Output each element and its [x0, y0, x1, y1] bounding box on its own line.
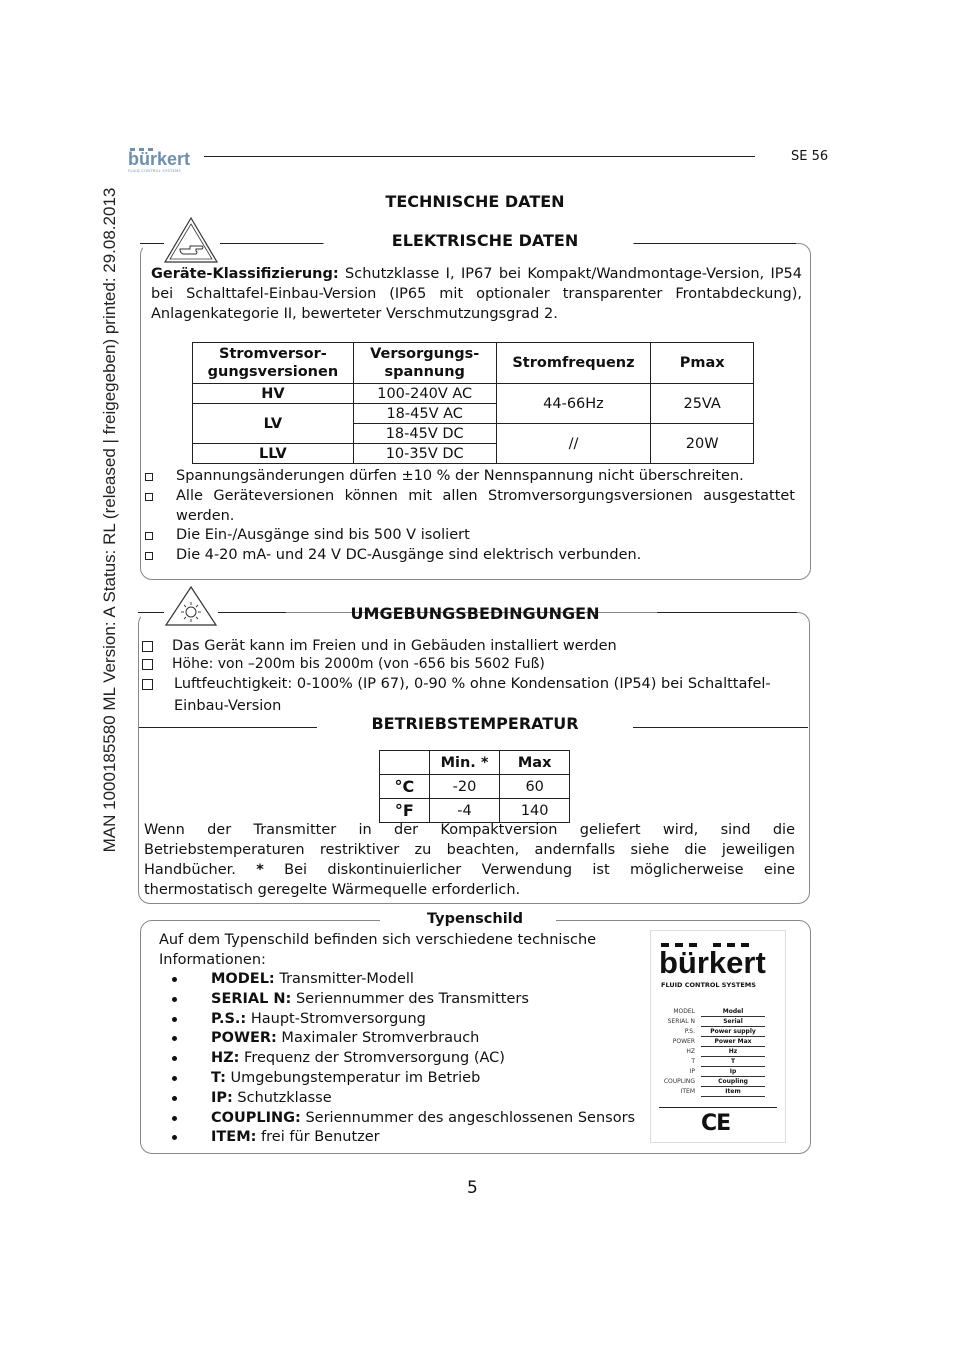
field-description: Haupt-Stromversorgung	[246, 1010, 426, 1027]
field-key: POWER:	[211, 1030, 277, 1047]
field-key: T:	[211, 1069, 226, 1086]
label-field-row	[657, 1017, 781, 1027]
label-field-key: MODEL	[673, 1008, 695, 1015]
field-key: SERIAL N:	[211, 990, 292, 1007]
electrical-section-title: ELEKTRISCHE DATEN	[391, 231, 579, 250]
table-header-cell: Max	[500, 751, 570, 775]
table-header-cell: Versorgungs- spannung	[353, 343, 496, 384]
label-field-value: Model	[701, 1007, 765, 1017]
list-item: Spannungsänderungen dürfen ±10 % der Nennspannung nicht überschreiten.	[145, 467, 795, 487]
ce-mark: CE	[701, 1111, 731, 1136]
label-field-value: Ip	[701, 1067, 765, 1077]
table-cell: -20	[429, 775, 500, 799]
nameplate-image	[650, 930, 786, 1143]
field-key: ITEM:	[211, 1129, 257, 1146]
nameplate-field-item	[172, 990, 652, 1010]
burkert-logo	[128, 148, 194, 174]
table-header-cell: Stromfrequenz	[496, 343, 651, 384]
table-cell: -4	[429, 799, 500, 823]
field-description: Transmitter-Modell	[274, 971, 414, 987]
bullet-icon	[172, 977, 177, 982]
list-item: Die 4-20 mA- und 24 V DC-Ausgänge sind elektrisch verbunden.	[145, 546, 795, 566]
sun-warning-icon	[163, 585, 219, 627]
label-field-row	[657, 1087, 781, 1097]
nameplate-field-item	[172, 1089, 652, 1109]
list-item: Luftfeuchtigkeit: 0-100% (IP 67), 0-90 % ohne Kondensation (IP54) bei Schalttafel-	[142, 675, 802, 695]
nameplate-field-item	[172, 1010, 652, 1030]
label-field-value: Hz	[701, 1047, 765, 1057]
page-number: 5	[467, 1178, 478, 1198]
field-key: COUPLING:	[211, 1109, 301, 1126]
label-field-row	[657, 1007, 781, 1017]
label-field-key: SERIAL N	[667, 1018, 695, 1025]
field-description: Umgebungstemperatur im Betrieb	[225, 1069, 481, 1086]
header-rule	[204, 156, 755, 157]
table-header-cell: Pmax	[651, 343, 754, 384]
label-field-key: IP	[689, 1068, 695, 1075]
bullet-icon	[172, 1096, 177, 1101]
table-cell: 44-66Hz	[496, 384, 651, 424]
nameplate-intro: Auf dem Typenschild befinden sich verschiedene technische Informationen:	[159, 932, 597, 968]
table-cell: °F	[380, 799, 430, 823]
label-field-value: Serial	[701, 1017, 765, 1027]
list-item: Höhe: von –200m bis 2000m (von -656 bis 5602 Fuß)	[142, 655, 802, 675]
label-field-row	[657, 1037, 781, 1047]
field-description: Seriennummer des Transmitters	[291, 990, 529, 1007]
label-field-row	[657, 1057, 781, 1067]
nameplate-field-item	[172, 1128, 652, 1148]
document-status-sidebar: MAN 1000185580 ML Version: A Status: RL (released | freigegeben) printed: 29.08.2013	[100, 187, 119, 853]
field-description: Frequenz der Stromversorgung (AC)	[239, 1050, 505, 1067]
temperature-table	[379, 750, 570, 823]
list-item: Alle Geräteversionen können mit allen Stromversorgungsversionen ausgestattet werden.	[145, 487, 795, 526]
label-field-key: T	[691, 1058, 695, 1065]
table-header-cell: Min. *	[429, 751, 500, 775]
label-fields	[657, 1007, 781, 1097]
bullet-icon	[172, 1036, 177, 1041]
nameplate-field-item	[172, 1029, 652, 1049]
table-cell: HV	[193, 384, 354, 404]
label-field-key: HZ	[686, 1048, 695, 1055]
logo-word: bürkert	[128, 149, 191, 169]
label-field-key: POWER	[672, 1038, 695, 1045]
bullet-icon	[172, 1076, 177, 1081]
table-cell: °C	[380, 775, 430, 799]
list-item-continuation: Einbau-Version	[174, 698, 282, 714]
label-field-row	[657, 1077, 781, 1087]
table-cell	[380, 751, 430, 775]
table-cell: 10-35V DC	[353, 444, 496, 464]
document-code: SE 56	[791, 149, 829, 164]
label-field-value: Power supply	[701, 1027, 765, 1037]
bullet-icon	[172, 1056, 177, 1061]
label-logo-word: bürkert	[659, 945, 766, 980]
label-field-value: Item	[701, 1087, 765, 1097]
bullet-icon	[172, 1135, 177, 1140]
field-description: Schutzklasse	[232, 1089, 332, 1106]
list-item: Das Gerät kann im Freien und in Gebäuden installiert werden	[142, 637, 802, 657]
nameplate-field-item	[172, 1109, 652, 1129]
nameplate-fields-list	[172, 970, 652, 1148]
table-cell: //	[496, 424, 651, 464]
field-description: frei für Benutzer	[256, 1129, 380, 1146]
label-field-row	[657, 1047, 781, 1057]
table-cell: 18-45V AC	[353, 404, 496, 424]
table-cell: 18-45V DC	[353, 424, 496, 444]
nameplate-field-item	[172, 970, 652, 990]
bullet-icon	[172, 1017, 177, 1022]
power-supply-table	[192, 342, 754, 464]
nameplate-field-item	[172, 1069, 652, 1089]
table-cell: LLV	[193, 444, 354, 464]
label-field-value: Power Max	[701, 1037, 765, 1047]
field-description: Seriennummer des angeschlossenen Sensors	[300, 1109, 636, 1126]
table-cell: 60	[500, 775, 570, 799]
label-field-row	[657, 1067, 781, 1077]
table-cell: 140	[500, 799, 570, 823]
table-cell: 100-240V AC	[353, 384, 496, 404]
nameplate-section-title: Typenschild	[426, 911, 524, 927]
classification-label: Geräte-Klassifizierung:	[151, 266, 339, 282]
temperature-note: Wenn der Transmitter in der Kompaktversion geliefert wird, sind die Betriebstemperaturen restriktiver zu beachten, andernfalls siehe die jeweiligen Handbücher. * Bei diskontinuierlicher Verwendung ist möglicherweise eine thermostatisch geregelte Wärmequelle erforderlich.	[144, 822, 795, 898]
bullet-icon	[172, 1116, 177, 1121]
label-field-value: T	[701, 1057, 765, 1067]
bullet-icon	[172, 997, 177, 1002]
field-key: IP:	[211, 1089, 233, 1106]
list-item: Die Ein-/Ausgänge sind bis 500 V isoliert	[145, 526, 795, 546]
label-field-key: COUPLING	[663, 1078, 695, 1085]
device-classification-text	[151, 264, 802, 324]
table-cell: 25VA	[651, 384, 754, 424]
nameplate-field-item	[172, 1049, 652, 1069]
hand-warning-icon	[163, 216, 219, 264]
table-cell: 20W	[651, 424, 754, 464]
label-logo-subtitle: FLUID CONTROL SYSTEMS	[661, 981, 756, 989]
label-field-value: Coupling	[701, 1077, 765, 1087]
table-header-cell: Stromversor- gungsversionen	[193, 343, 354, 384]
classification-value: Schutzklasse I, IP67 bei Kompakt/Wandmontage-Version, IP54 bei Schalttafel-Einbau-Version (IP65 mit optionaler transparenter Frontabdeckung), Anlagenkategorie II, bewerteter Verschmutzungsgrad 2.	[151, 266, 802, 322]
temperature-section-title: BETRIEBSTEMPERATUR	[371, 714, 579, 733]
field-key: HZ:	[211, 1050, 240, 1067]
field-key: P.S.:	[211, 1010, 247, 1027]
field-key: MODEL:	[211, 971, 275, 987]
page-title: TECHNISCHE DATEN	[385, 192, 565, 211]
label-field-key: ITEM	[680, 1088, 695, 1095]
logo-subtitle: FLUID CONTROL SYSTEMS	[128, 169, 182, 173]
table-cell: LV	[193, 404, 354, 444]
environment-section-title: UMGEBUNGSBEDINGUNGEN	[350, 604, 600, 623]
field-description: Maximaler Stromverbrauch	[276, 1030, 480, 1047]
label-field-row	[657, 1027, 781, 1037]
label-field-key: P.S.	[684, 1028, 695, 1035]
